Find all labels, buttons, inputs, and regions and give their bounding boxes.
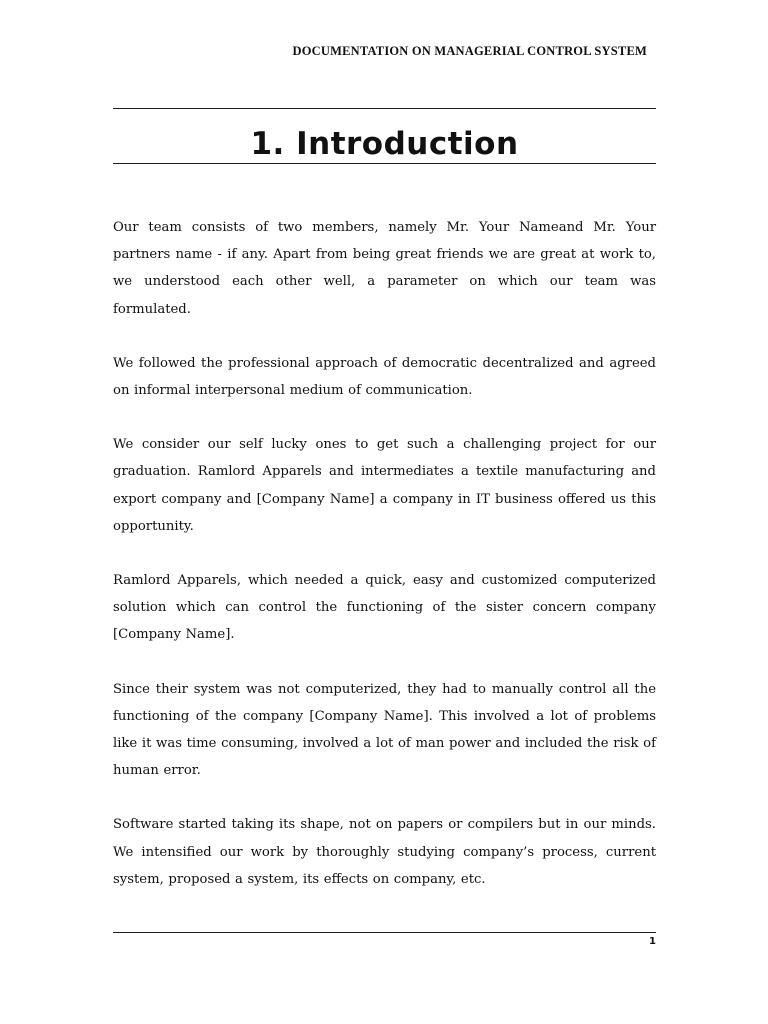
body-text [113,214,656,920]
paragraph: Software started taking its shape, not on papers or compilers but in our minds. We intensified our work by thoroughly studying company’s process, current system, proposed a system, its effects on company, etc. [113,817,656,887]
paragraph: Ramlord Apparels, which needed a quick, easy and customized computerized solution which can control the functioning of the sister concern company [Company Name]. [113,573,656,643]
page-number: 1 [649,936,656,947]
paragraph: We consider our self lucky ones to get such a challenging project for our graduation. Ramlord Apparels and intermediates a textile manufacturing and export company and [Company Name] a company in IT business offered us this opportunity. [113,437,656,534]
footer-rule [113,932,656,933]
paragraph: We followed the professional approach of democratic decentralized and agreed on informal interpersonal medium of communication. [113,355,656,399]
header-rule-bottom [113,163,656,164]
paragraph: Our team consists of two members, namely Mr. Your Nameand Mr. Your partners name - if any. Apart from being great friends we are great at work to, we understood each other well, a parameter on which our team was formulated. [113,220,656,317]
running-header: DOCUMENTATION ON MANAGERIAL CONTROL SYSTEM [292,44,647,58]
paragraph: Since their system was not computerized, they had to manually control all the functioning of the company [Company Name]. This involved a lot of problems like it was time consuming, involved a lot of man power and included the risk of human error. [113,681,656,779]
section-title: 1. Introduction [250,126,519,162]
header-rule-top [113,108,656,109]
